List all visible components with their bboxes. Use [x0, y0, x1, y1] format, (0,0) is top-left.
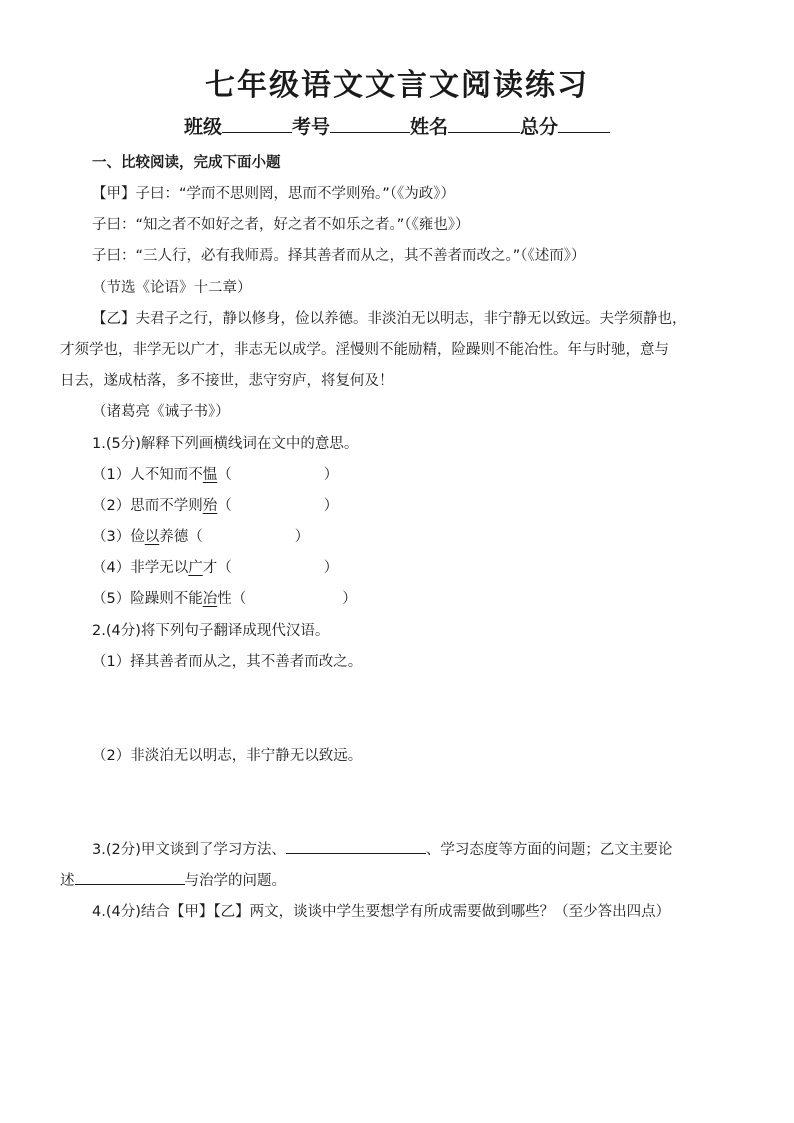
- question-1-item-3: （3）俭以养德（ ）: [92, 529, 310, 545]
- passage-yi-line-3: 日去，遂成枯落，多不接世，悲守穷庐，将复何及！: [60, 373, 394, 389]
- question-2-sentence-1: （1）择其善者而从之，其不善者而改之。: [92, 654, 363, 670]
- exam-no-blank[interactable]: [330, 114, 410, 133]
- passage-jia-line-2: 子曰：“知之者不如好之者，好之者不如乐之者。”（《雍也》）: [92, 217, 470, 233]
- class-blank[interactable]: [222, 114, 292, 133]
- question-3-line-2: 述 与治学的问题。: [60, 869, 794, 890]
- section-heading: 一、比较阅读，完成下面小题: [92, 155, 281, 171]
- name-blank[interactable]: [448, 114, 520, 133]
- underlined-word: 以: [144, 529, 160, 545]
- passage-yi-line-2: 才须学也，非学无以广才，非志无以成学。淫慢则不能励精，险躁则不能冶性。年与时驰，意与: [60, 342, 669, 358]
- question-1-stem: 1.(5分)解释下列画横线词在文中的意思。: [92, 436, 359, 452]
- passage-jia-line-1: 【甲】子曰：“学而不思则罔，思而不学则殆。”（《为政》）: [92, 186, 456, 202]
- underlined-word: 冶: [202, 591, 218, 607]
- question-2-sentence-2: （2）非淡泊无以明志，非宁静无以致远。: [92, 748, 363, 764]
- question-1-item-4: （4）非学无以广才（ ）: [92, 560, 339, 576]
- passage-jia-source: （节选《论语》十二章）: [92, 280, 252, 296]
- question-1-item-5: （5）险躁则不能冶性（ ）: [92, 591, 357, 607]
- passage-yi-line-1: 【乙】夫君子之行，静以修身，俭以养德。非淡泊无以明志，非宁静无以致远。夫学须静也，: [92, 311, 687, 327]
- question-2-stem: 2.(4分)将下列句子翻译成现代汉语。: [92, 623, 330, 639]
- class-label: 班级: [183, 116, 222, 138]
- answer-blank[interactable]: [75, 870, 185, 885]
- question-1-item-2: （2）思而不学则殆（ ）: [92, 498, 339, 514]
- name-label: 姓名: [410, 116, 449, 138]
- underlined-word: 愠: [202, 467, 218, 483]
- student-info-line: [0, 112, 794, 139]
- answer-blank[interactable]: [286, 839, 426, 854]
- question-1-item-1: （1）人不知而不愠（ ）: [92, 467, 339, 483]
- question-3-line-1: 3.(2分)甲文谈到了学习方法、 、学习态度等方面的问题；乙文主要论: [92, 838, 794, 859]
- underlined-word: 广: [188, 560, 203, 576]
- score-label: 总分: [520, 116, 559, 138]
- exam-no-label: 考号: [291, 116, 330, 138]
- underlined-word: 殆: [202, 498, 218, 514]
- score-blank[interactable]: [558, 114, 610, 133]
- question-4-stem: 4.(4分)结合【甲】【乙】两文，谈谈中学生要想学有所成需要做到哪些？（至少答出四点）: [92, 904, 671, 920]
- passage-yi-source: （诸葛亮《诫子书》）: [92, 404, 230, 420]
- page-title: 七年级语文文言文阅读练习: [205, 68, 589, 103]
- passage-jia-line-3: 子曰：“三人行，必有我师焉。择其善者而从之，其不善者而改之。”（《述而》）: [92, 248, 586, 264]
